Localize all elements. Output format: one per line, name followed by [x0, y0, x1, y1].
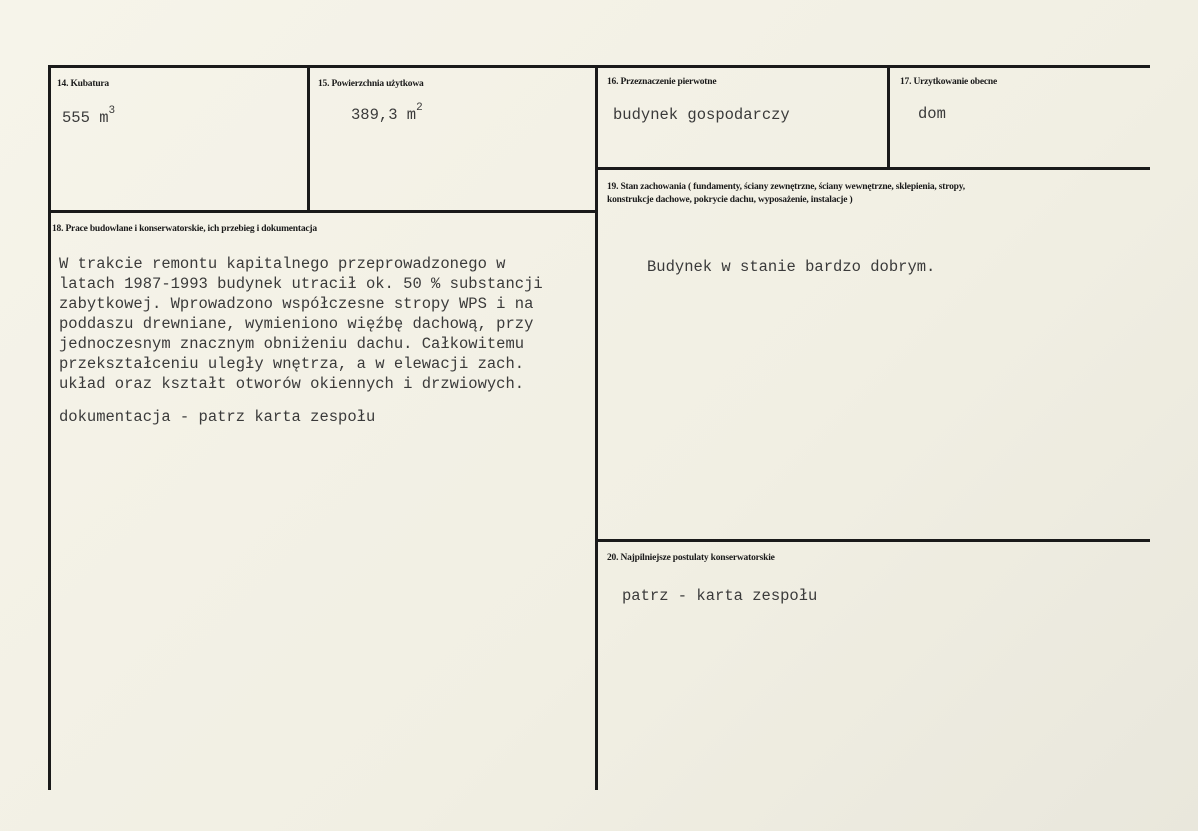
field-18-line: zabytkowej. Wprowadzono współczesne stropy WPS i na	[59, 295, 534, 313]
field-18-text	[59, 254, 543, 394]
field-15-value	[351, 102, 423, 125]
field-14-label: 14. Kubatura	[57, 79, 109, 89]
field-18-line: układ oraz kształt otworów okiennych i drzwiowych.	[59, 375, 525, 393]
field-16-value: budynek gospodarczy	[613, 106, 790, 124]
divider-14-18	[48, 210, 598, 213]
field-14-value	[62, 105, 116, 128]
field-18-line: przekształceniu uległy wnętrza, a w elewacji zach.	[59, 355, 525, 373]
field-18-note: dokumentacja - patrz karta zespołu	[59, 408, 376, 426]
divider-19-20	[595, 539, 1150, 542]
area-exponent: 2	[416, 102, 423, 114]
field-18-line: poddaszu drewniane, wymieniono więźbę dachową, przy	[59, 315, 534, 333]
kubatura-exponent: 3	[108, 105, 116, 117]
field-15-label: 15. Powierzchnia użytkowa	[318, 79, 424, 89]
field-19-label-line2: konstrukcje dachowe, pokrycie dachu, wyposażenie, instalacje )	[607, 195, 853, 205]
divider-16-19	[595, 167, 1150, 170]
area-value: 389,3 m	[351, 106, 417, 125]
field-18-line: jednoczesnym znacznym obniżeniu dachu. Całkowitemu	[59, 335, 525, 353]
field-18-line: latach 1987-1993 budynek utracił ok. 50 % substancji	[59, 275, 543, 293]
divider-14-15	[307, 65, 310, 213]
center-divider	[595, 65, 598, 790]
field-18-line: W trakcie remontu kapitalnego przeprowadzonego w	[59, 255, 506, 273]
field-18-label: 18. Prace budowlane i konserwatorskie, ich przebieg i dokumentacja	[52, 224, 317, 234]
kubatura-value: 555 m	[62, 109, 109, 128]
left-border-line	[48, 65, 51, 790]
field-20-label: 20. Najpilniejsze postulaty konserwatorskie	[607, 553, 775, 563]
field-20-value: patrz - karta zespołu	[622, 587, 818, 605]
field-16-label: 16. Przeznaczenie pierwotne	[607, 77, 717, 87]
field-19-label-line1: 19. Stan zachowania ( fundamenty, ściany zewnętrzne, ściany wewnętrzne, sklepienia, stropy,	[607, 182, 965, 192]
field-17-label: 17. Urzytkowanie obecne	[900, 77, 997, 87]
divider-16-17	[887, 65, 890, 169]
top-border-line	[48, 65, 1150, 68]
field-19-value: Budynek w stanie bardzo dobrym.	[647, 258, 936, 276]
field-17-value: dom	[918, 105, 946, 123]
